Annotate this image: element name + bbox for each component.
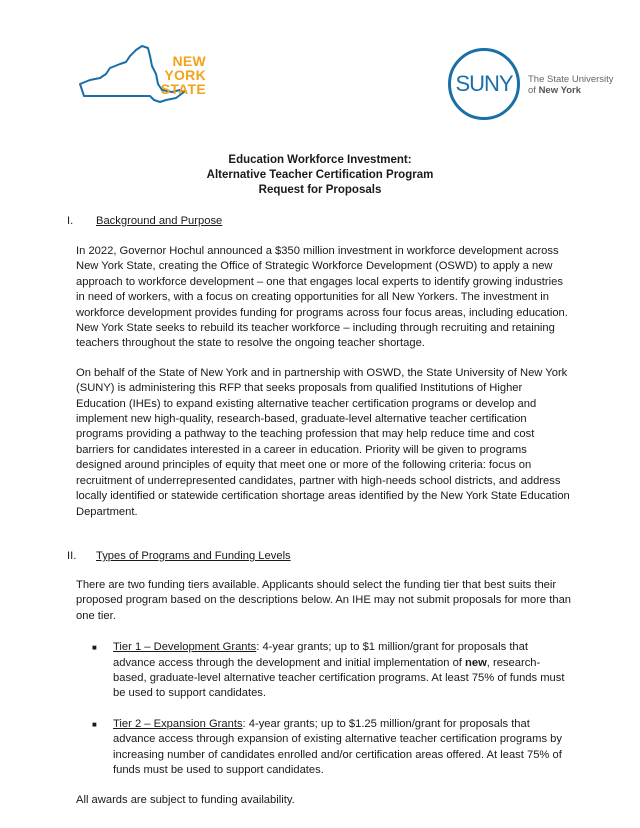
section-heading-2 — [0, 549, 640, 567]
tier-emphasis: new — [465, 656, 487, 669]
funding-tier-list — [92, 640, 572, 778]
title-line-1: Education Workforce Investment: — [228, 154, 412, 166]
new-york-state-logo — [76, 44, 206, 106]
section-number: I. — [67, 215, 74, 227]
tier-name: Tier 1 – Development Grants — [113, 641, 257, 654]
section-title: Types of Programs and Funding Levels — [96, 549, 291, 562]
suny-seal: SUNY — [448, 48, 520, 120]
suny-wordmark-bold: New York — [538, 85, 581, 96]
square-bullet-icon: ■ — [92, 643, 97, 653]
nys-logo-word-3: STATE — [160, 81, 206, 97]
section-title: Background and Purpose — [96, 215, 223, 227]
suny-wordmark-line1: The State University — [528, 74, 614, 85]
tier-description: : 4-year grants; up to $1.25 million/grant for proposals that advance access through expansion of existing alternative teacher certification programs by increasing number of candidates enrolled and/or certification areas offered. At least 75% of funds must be used to support candidates. — [113, 717, 562, 776]
background-paragraph-1: In 2022, Governor Hochul announced a $350 million investment in workforce development across New York State, creating the Office of Strategic Workforce Development (OSWD) to apply a new approach to workforce development – one that engages local experts to identify growing industries in need of workers, with a focus on creating opportunities for all New Yorkers. The investment in workforce development provides funding for programs across four focus areas, including education. New York State seeks to rebuild its teacher workforce – including through recruiting and retaining teachers throughout the state to resolve the ongoing teacher shortage. — [76, 245, 568, 350]
tier-description: : 4-year grants; up to $1 million/grant for proposals that advance access through the development and initial implementation of — [113, 641, 528, 669]
suny-wordmark-line2 — [528, 85, 614, 96]
nys-logo-word-1: NEW — [172, 53, 206, 69]
tier-name: Tier 2 – Expansion Grants — [113, 717, 243, 730]
document-body — [0, 140, 640, 809]
funding-intro-paragraph: There are two funding tiers available. Applicants should select the funding tier that best suits their proposed program based on the descriptions below. An IHE may not submit proposals for more than one tier. — [76, 578, 572, 622]
suny-logo — [448, 48, 618, 128]
title-line-2: Alternative Teacher Certification Program — [206, 169, 434, 181]
square-bullet-icon: ■ — [92, 719, 97, 729]
funding-availability-note: All awards are subject to funding availability. — [76, 794, 295, 807]
nys-logo-word-2: YORK — [164, 67, 206, 83]
list-item — [92, 717, 572, 779]
background-paragraph-2: On behalf of the State of New York and in partnership with OSWD, the State University of New York (SUNY) is administering this RFP that seeks proposals from qualified Institutions of Higher Education (IHEs) to expand existing alternative teacher certification programs or develop and implement new high-quality, research-based, graduate-level alternative teacher certification programs providing a pathway to the teaching profession that may help reduce time and cost barriers for candidates interested in a career in education. Priority will be given to programs designed around principles of equity that meet one or more of the following criteria: focus on recruitment of underrepresented candidates, partner with high-needs school districts, and address locally identified or statewide certification shortage areas identified by the New York State Education Department. — [76, 366, 570, 518]
suny-wordmark-prefix: of — [528, 85, 539, 96]
title-line-3: Request for Proposals — [258, 184, 382, 196]
section-heading-1 — [0, 214, 640, 232]
section-number: II. — [67, 549, 77, 562]
tier-description-end: , research-based, graduate-level alternative teacher certification programs. At least 75% of funds must be used to support candidates. — [113, 656, 565, 700]
header-logos — [0, 0, 640, 140]
document-title — [0, 153, 640, 198]
list-item — [92, 640, 572, 702]
suny-wordmark — [528, 74, 614, 96]
